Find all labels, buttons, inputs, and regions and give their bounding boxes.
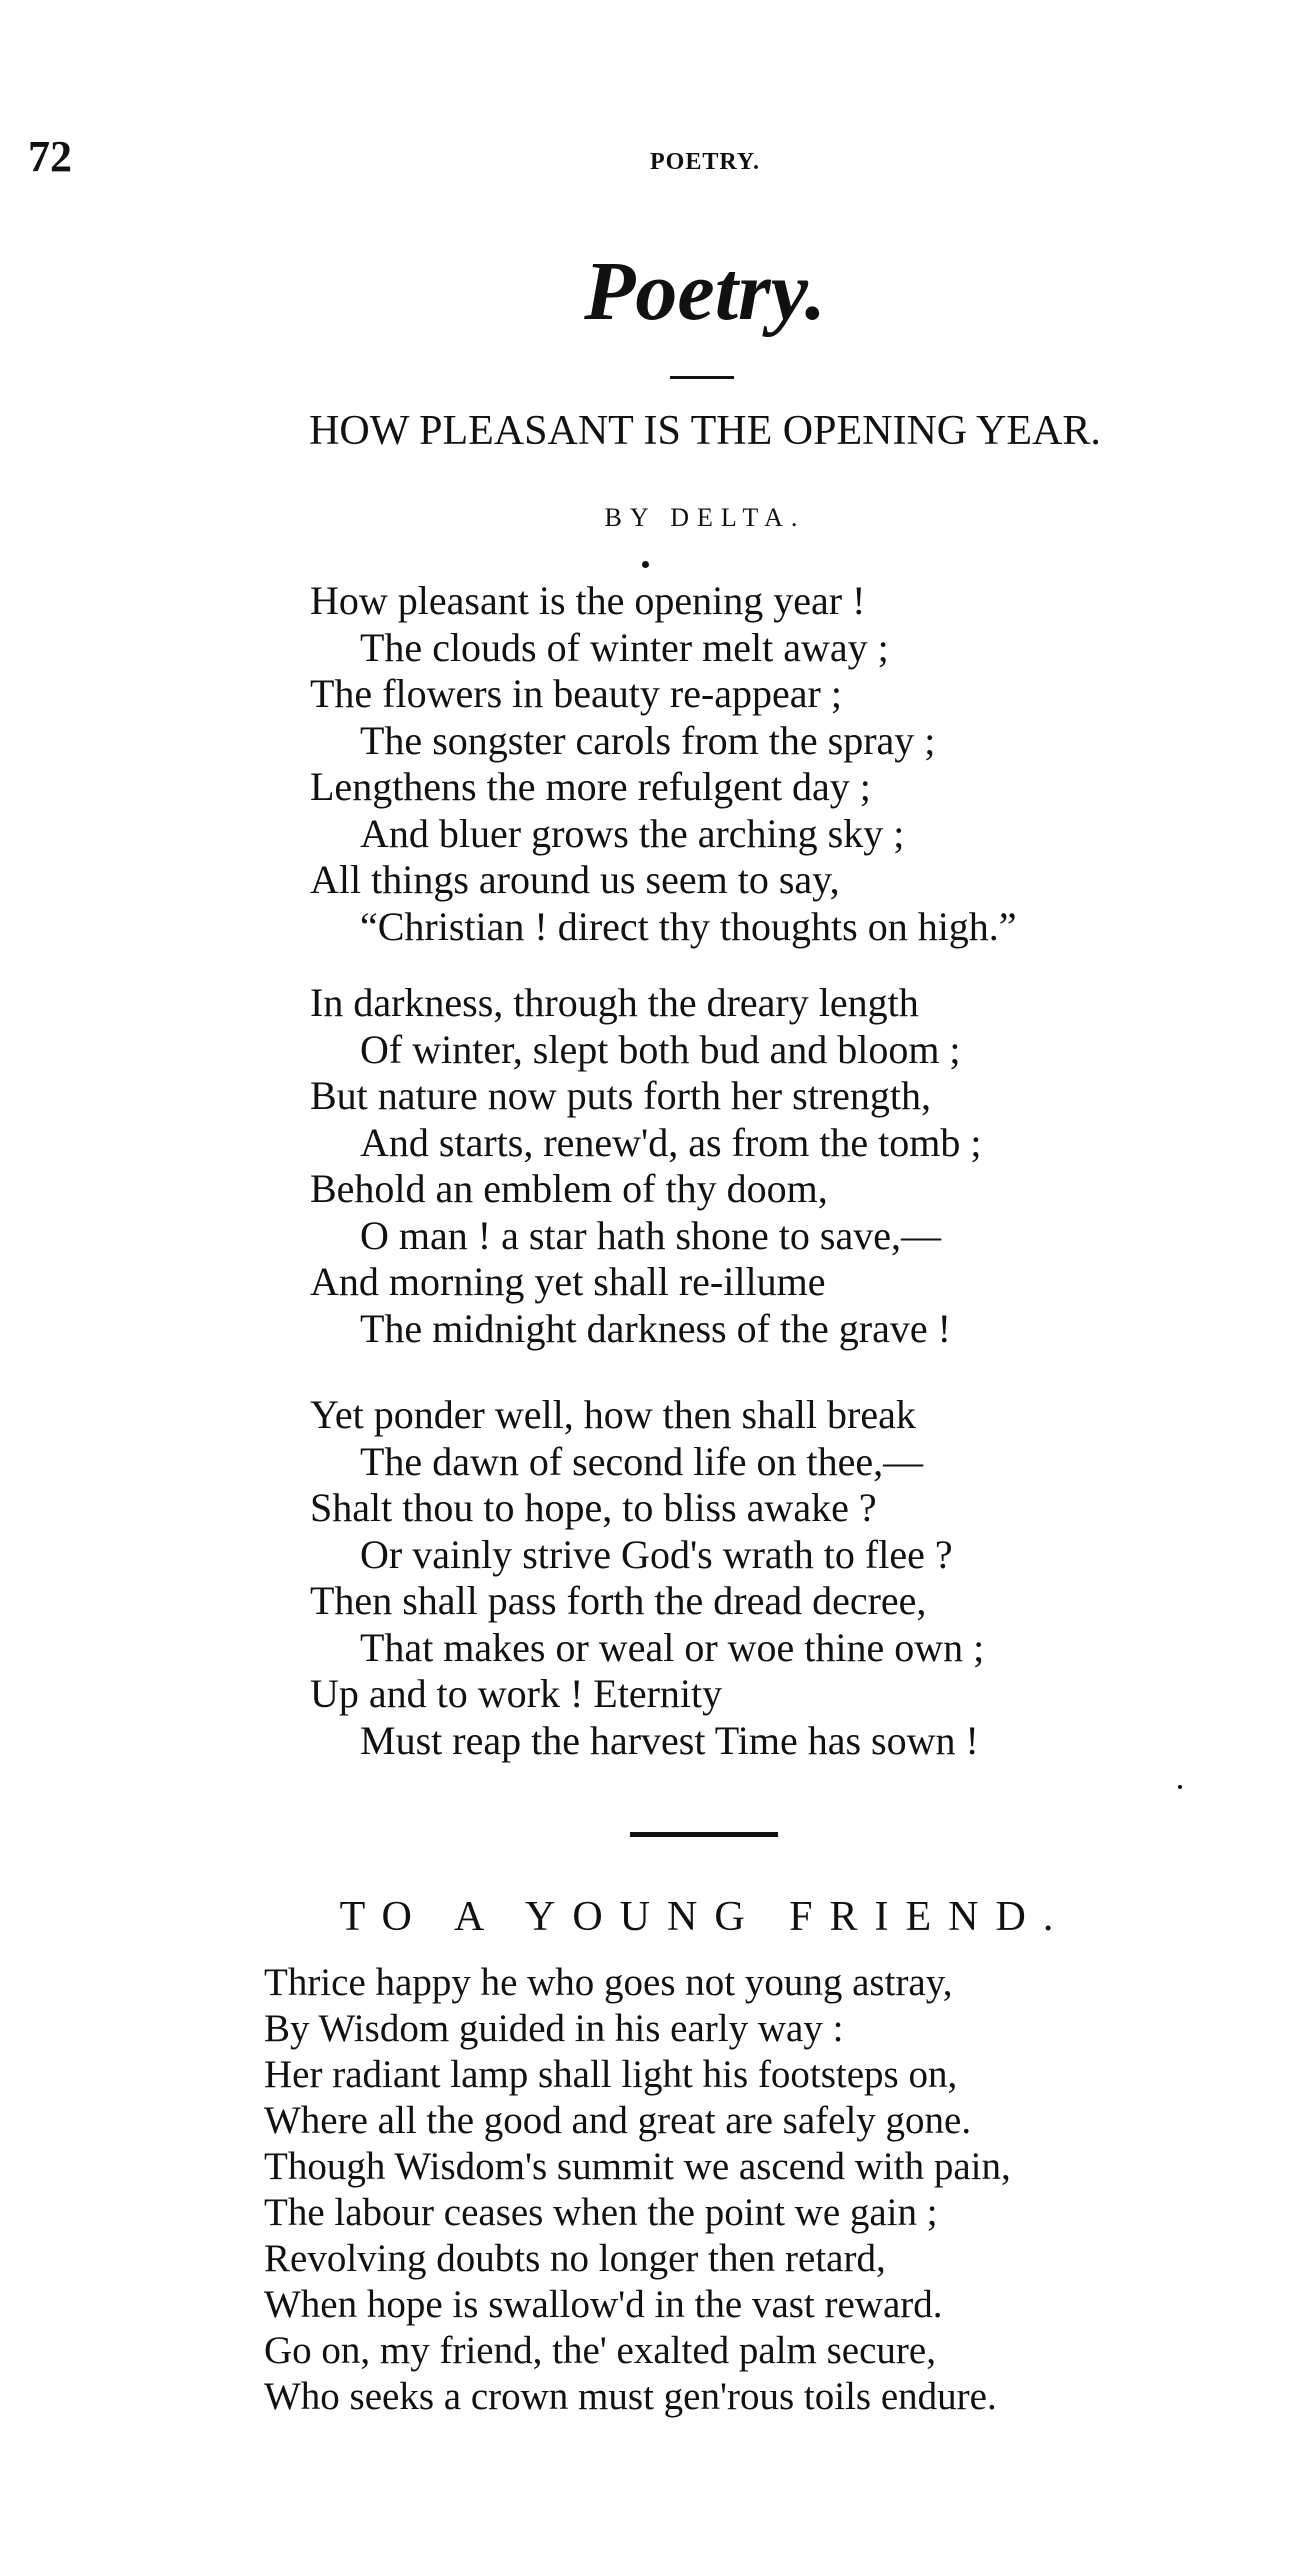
poem-line: Lengthens the more refulgent day ; <box>310 764 871 809</box>
poem-line: Who seeks a crown must gen'rous toils endure. <box>264 2375 997 2418</box>
ink-speck <box>1178 1785 1182 1789</box>
poem-line: Then shall pass forth the dread decree, <box>310 1578 927 1623</box>
poem-line: Of winter, slept both bud and bloom ; <box>360 1026 961 1072</box>
running-head: POETRY. <box>650 149 760 175</box>
poem-line: The clouds of winter melt away ; <box>360 624 889 670</box>
poem-line: Shalt thou to hope, to bliss awake ? <box>310 1485 877 1530</box>
poem-line: In darkness, through the dreary length <box>310 980 919 1025</box>
poem-line: Yet ponder well, how then shall break <box>310 1392 916 1437</box>
poem-line: Go on, my friend, the' exalted palm secure, <box>264 2329 936 2372</box>
poem-line: Or vainly strive God's wrath to flee ? <box>360 1531 953 1577</box>
poem-line: “Christian ! direct thy thoughts on high.” <box>360 903 1017 949</box>
poem-line: The labour ceases when the point we gain ; <box>264 2191 938 2234</box>
poem-line: Must reap the harvest Time has sown ! <box>360 1717 979 1763</box>
stanza-3 <box>310 1392 1210 1764</box>
poem-line: And bluer grows the arching sky ; <box>360 810 905 856</box>
poem-line: When hope is swallow'd in the vast reward. <box>264 2283 943 2326</box>
section-divider <box>630 1832 778 1837</box>
poem-line: But nature now puts forth her strength, <box>310 1073 931 1118</box>
poem-line: And morning yet shall re-illume <box>310 1259 826 1304</box>
poem-line: Thrice happy he who goes not young astray, <box>264 1961 953 2004</box>
poem2-title: TO A YOUNG FRIEND. <box>339 1894 1071 1940</box>
poem-line: The dawn of second life on thee,— <box>360 1438 924 1484</box>
stanza-1 <box>310 578 1210 950</box>
poem-line: All things around us seem to say, <box>310 857 840 902</box>
poem-line: The songster carols from the spray ; <box>360 717 936 763</box>
poem2-body <box>264 1960 1244 2420</box>
poem-author: BY DELTA. <box>604 503 806 532</box>
title-rule <box>670 376 734 379</box>
poem-line: The midnight darkness of the grave ! <box>360 1305 951 1351</box>
ink-speck <box>642 561 649 568</box>
page-number: 72 <box>28 132 72 181</box>
poem-line: Revolving doubts no longer then retard, <box>264 2237 886 2280</box>
poem-line: How pleasant is the opening year ! <box>310 578 866 623</box>
stanza-2 <box>310 980 1210 1352</box>
poem-line: Though Wisdom's summit we ascend with pain, <box>264 2145 1011 2188</box>
poem-line: O man ! a star hath shone to save,— <box>360 1212 941 1258</box>
poem-line: The flowers in beauty re-appear ; <box>310 671 842 716</box>
poem-line: Her radiant lamp shall light his footsteps on, <box>264 2053 958 2096</box>
poem-title: HOW PLEASANT IS THE OPENING YEAR. <box>309 408 1101 454</box>
poem-line: Behold an emblem of thy doom, <box>310 1166 828 1211</box>
poem-line: That makes or weal or woe thine own ; <box>360 1624 985 1670</box>
poem-line: Up and to work ! Eternity <box>310 1671 723 1716</box>
poem-line: Where all the good and great are safely gone. <box>264 2099 972 2142</box>
section-title: Poetry. <box>584 245 826 338</box>
poem-line: By Wisdom guided in his early way : <box>264 2007 844 2050</box>
poem-line: And starts, renew'd, as from the tomb ; <box>360 1119 982 1165</box>
